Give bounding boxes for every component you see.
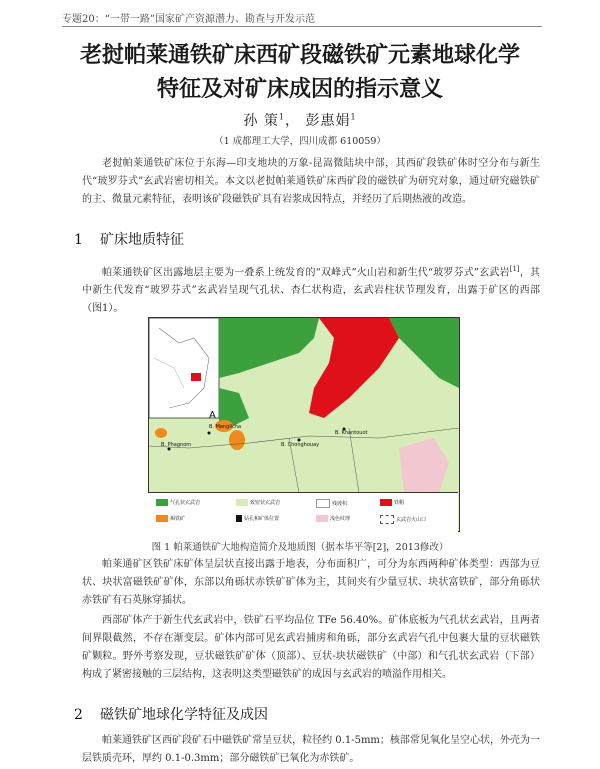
figure-caption: 图 1 帕莱通铁矿大地构造简介及地质图（据本毕平等[2]，2013修改） (151, 542, 449, 553)
paper-title-line1: 老挝帕莱通铁矿床西矿段磁铁矿元素地球化学 (79, 43, 520, 68)
paragraph-2: 帕莱通矿区铁矿床矿体呈层状直接出露于地表，分布面积广，可分为东西两种矿体类型：西部为豆状、块状富磁铁矿矿体，东部以角砾状赤铁矿矿体为主，其间夹有少量豆状、块状富铁矿，部分角砾状赤铁矿有石英脉穿插状。 (82, 559, 540, 606)
author-1: 孙 策 (243, 113, 279, 129)
header-rule (62, 26, 542, 27)
legend-item-8: 玄武岩火山口 (380, 515, 426, 524)
paragraph-1-text2: ，其中新生代发育“玻罗芬式”玄武岩呈现气孔状、杏仁状构造，玄武岩柱状节理发育，出露于矿区的西部（图1）。 (82, 267, 541, 315)
author-2-sup: 1 (350, 112, 357, 122)
legend-item-5: 褐铁矿 (156, 515, 185, 522)
limonite-pod-2 (229, 430, 245, 450)
place-label-4: B. Khantouot (335, 430, 368, 436)
place-label-1: B. Manglicha (209, 424, 242, 430)
citation: [1] (509, 265, 520, 273)
place-label-2: B. Phagnom (161, 442, 192, 448)
author-2: 彭惠娟 (305, 113, 351, 129)
inset-location-box (191, 373, 201, 381)
author-1-sup: 1 (278, 112, 285, 122)
map-drawing (149, 318, 459, 493)
legend-item-3: 残坡积 (316, 499, 347, 508)
section-2-title: 磁铁矿地球化学特征及成因 (100, 707, 268, 723)
paragraph-1 (82, 260, 540, 318)
panel-a-label: A (209, 410, 216, 421)
paragraph-1-text: 帕莱通铁矿区出露地层主要为一叠系上统发育的“双峰式”火山岩和新生代“玻罗芬式”玄武岩 (102, 267, 510, 279)
section-2-heading (74, 704, 268, 724)
inset-map-a (149, 318, 219, 418)
legend-item-6: 钻孔和矿体位置 (236, 515, 279, 522)
paragraph-4: 帕莱通铁矿区西矿段矿石中磁铁矿常呈豆状，粒径约 0.1-5mm；核部常见氧化呈空心状，外壳为一层铁质壳环，厚约 0.1-0.3mm；部分磁铁矿已氧化为赤铁矿。 (82, 735, 540, 764)
section-1-heading (74, 229, 184, 249)
affiliation: （1 成都理工大学，四川成都 610059） (214, 136, 386, 147)
place-label-3: B. Chonghouay (281, 442, 320, 448)
authors (0, 110, 600, 130)
legend-item-2: 致密状玄武岩 (236, 499, 280, 506)
legend-item-4: 铁帽 (380, 499, 404, 506)
running-header: 专题20：“一带一路”国家矿产资源潜力、勘查与开发示范 (62, 14, 315, 25)
paper-title-line2: 特征及对矿床成因的指示意义 (156, 77, 443, 102)
limonite-pod-3 (155, 428, 167, 438)
abstract: 老挝帕莱通铁矿床位于东海—印支地块的万象-昆嵩微陆块中部，其西矿段铁矿体时空分布与新生代“玻罗芬式”玄武岩密切相关。本文以老挝帕莱通铁矿床西矿段的磁铁矿为研究对象，通过研究磁铁矿的主、微量元素特征，表明该矿段磁铁矿具有岩浆成因特点，并经历了后期热液的改造。 (82, 158, 540, 205)
section-2-number: 2 (74, 707, 83, 723)
section-1-number: 1 (74, 232, 83, 248)
legend-item-1: 气孔状玄武岩 (156, 499, 200, 506)
legend-item-7: 浅色纹理 (316, 515, 350, 522)
author-sep: ， (285, 113, 300, 129)
paragraph-3: 西部矿体产于新生代玄武岩中，铁矿石平均品位 TFe 56.40%。矿体底板为气孔状玄武岩，且两者间界限截然，不存在渐变层。矿体内部可见玄武岩捕虏和角砾，部分玄武岩气孔中包裹大量的豆状磁铁矿颗粒。野外考察发现，豆状磁铁矿矿体（顶部）、豆状-块状磁铁矿（中部）和气孔状玄武岩（下部）构成了紧密接触的三层结构，这表明这类型磁铁矿的成因与玄武岩的喷溢作用相关。 (82, 615, 540, 680)
section-1-title: 矿床地质特征 (100, 232, 184, 248)
map-legend (148, 492, 458, 533)
